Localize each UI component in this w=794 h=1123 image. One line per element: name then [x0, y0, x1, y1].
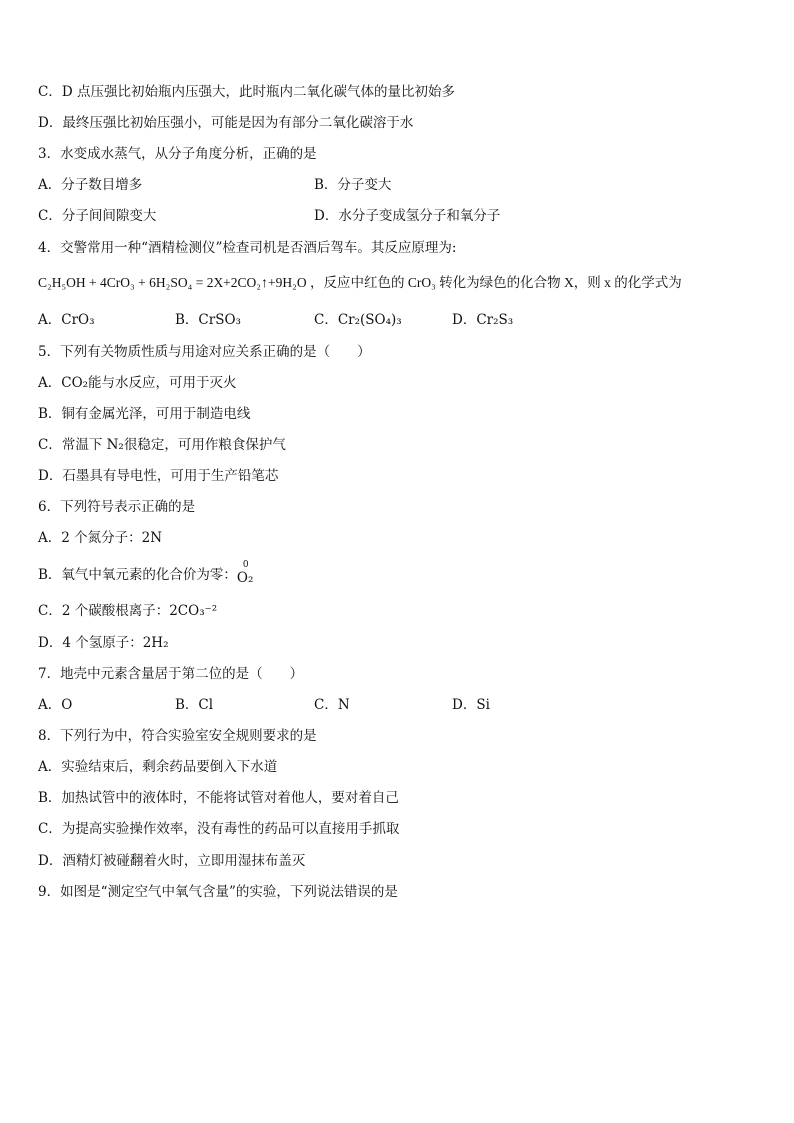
equation-reactant-ethanol: C₂H₅OH [38, 275, 86, 290]
q8-option-a: A．实验结束后，剩余药品要倒入下水道 [38, 759, 278, 775]
question-6: 6．下列符号表示正确的是 [38, 499, 196, 515]
q6-option-b-line [38, 559, 774, 586]
oxygen-valence-symbol [236, 559, 255, 586]
q7-option-a: A．O [38, 697, 73, 713]
question-7: 7．地壳中元素含量居于第二位的是（ ） [38, 666, 304, 682]
question-9: 9．如图是“测定空气中氧气含量”的实验，下列说法错误的是 [38, 884, 398, 900]
q3-option-c: C．分子间间隙变大 [38, 208, 157, 224]
q5-option-c: C．常温下 N₂很稳定，可用作粮食保护气 [38, 437, 286, 453]
question-3: 3．水变成水蒸气，从分子角度分析，正确的是 [38, 146, 317, 162]
q8-option-b: B．加热试管中的液体时，不能将试管对着他人，要对着自己 [38, 790, 399, 806]
q7-option-b: B．Cl [175, 697, 214, 713]
q7-option-d: D．Si [452, 697, 490, 713]
equation-product-water: +9H₂O [268, 275, 307, 290]
q4-option-b: B．CrSO₃ [175, 312, 241, 328]
question-8: 8．下列行为中，符合实验室安全规则要求的是 [38, 728, 317, 744]
reaction-equation-line [38, 273, 774, 294]
option-d-pressure: D．最终压强比初始压强小，可能是因为有部分二氧化碳溶于水 [38, 115, 414, 131]
q5-option-d: D．石墨具有导电性，可用于生产铅笔芯 [38, 468, 279, 484]
q6-option-b: B．氧气中氧元素的化合价为零： [38, 567, 237, 583]
q6-option-d: D．4 个氢原子：2H₂ [38, 635, 169, 651]
q8-option-c: C．为提高实验操作效率，没有毒性的药品可以直接用手抓取 [38, 821, 400, 837]
equation-reactant-cro3: 4CrO₃ [100, 275, 135, 290]
q8-option-d: D．酒精灯被碰翻着火时，立即用湿抹布盖灭 [38, 853, 306, 869]
equation-reactant-h2so4: 6H₂SO₄ [149, 275, 193, 290]
q4-option-c: C．Cr₂(SO₄)₃ [314, 312, 402, 328]
q3-option-a: A．分子数目增多 [38, 177, 143, 193]
question-5: 5．下列有关物质性质与用途对应关系正确的是（ ） [38, 344, 371, 360]
equation-plus: + [85, 275, 101, 290]
q6-option-c: C．2 个碳酸根离子：2CO₃⁻² [38, 603, 218, 619]
question-4-tail: ，反应中红色的 CrO₃ 转化为绿色的化合物 X，则 x 的化学式为 [309, 275, 682, 290]
equation-product-x-co2: 2X+2CO₂ [206, 275, 262, 290]
option-c-pressure: C．D 点压强比初始瓶内压强大，此时瓶内二氧化碳气体的量比初始多 [38, 84, 455, 100]
q4-option-d: D．Cr₂S₃ [452, 312, 514, 328]
equation-equals: = [192, 275, 207, 290]
q6-option-a: A．2 个氮分子：2N [38, 530, 163, 546]
q5-option-a: A．CO₂能与水反应，可用于灭火 [38, 375, 237, 391]
q4-option-a: A．CrO₃ [38, 312, 95, 328]
q3-option-d: D．水分子变成氢分子和氧分子 [314, 208, 501, 224]
q7-option-c: C．N [314, 697, 350, 713]
q3-option-b: B．分子变大 [314, 177, 392, 193]
q5-option-b: B．铜有金属光泽，可用于制造电线 [38, 406, 251, 422]
gas-up-arrow-icon: ↑ [261, 276, 269, 291]
question-4: 4．交警常用一种“酒精检测仪”检查司机是否酒后驾车。其反应原理为: [38, 240, 457, 256]
valence-zero: 0 [242, 559, 249, 570]
oxygen-molecule: O₂ [236, 569, 254, 586]
equation-plus: + [134, 275, 150, 290]
